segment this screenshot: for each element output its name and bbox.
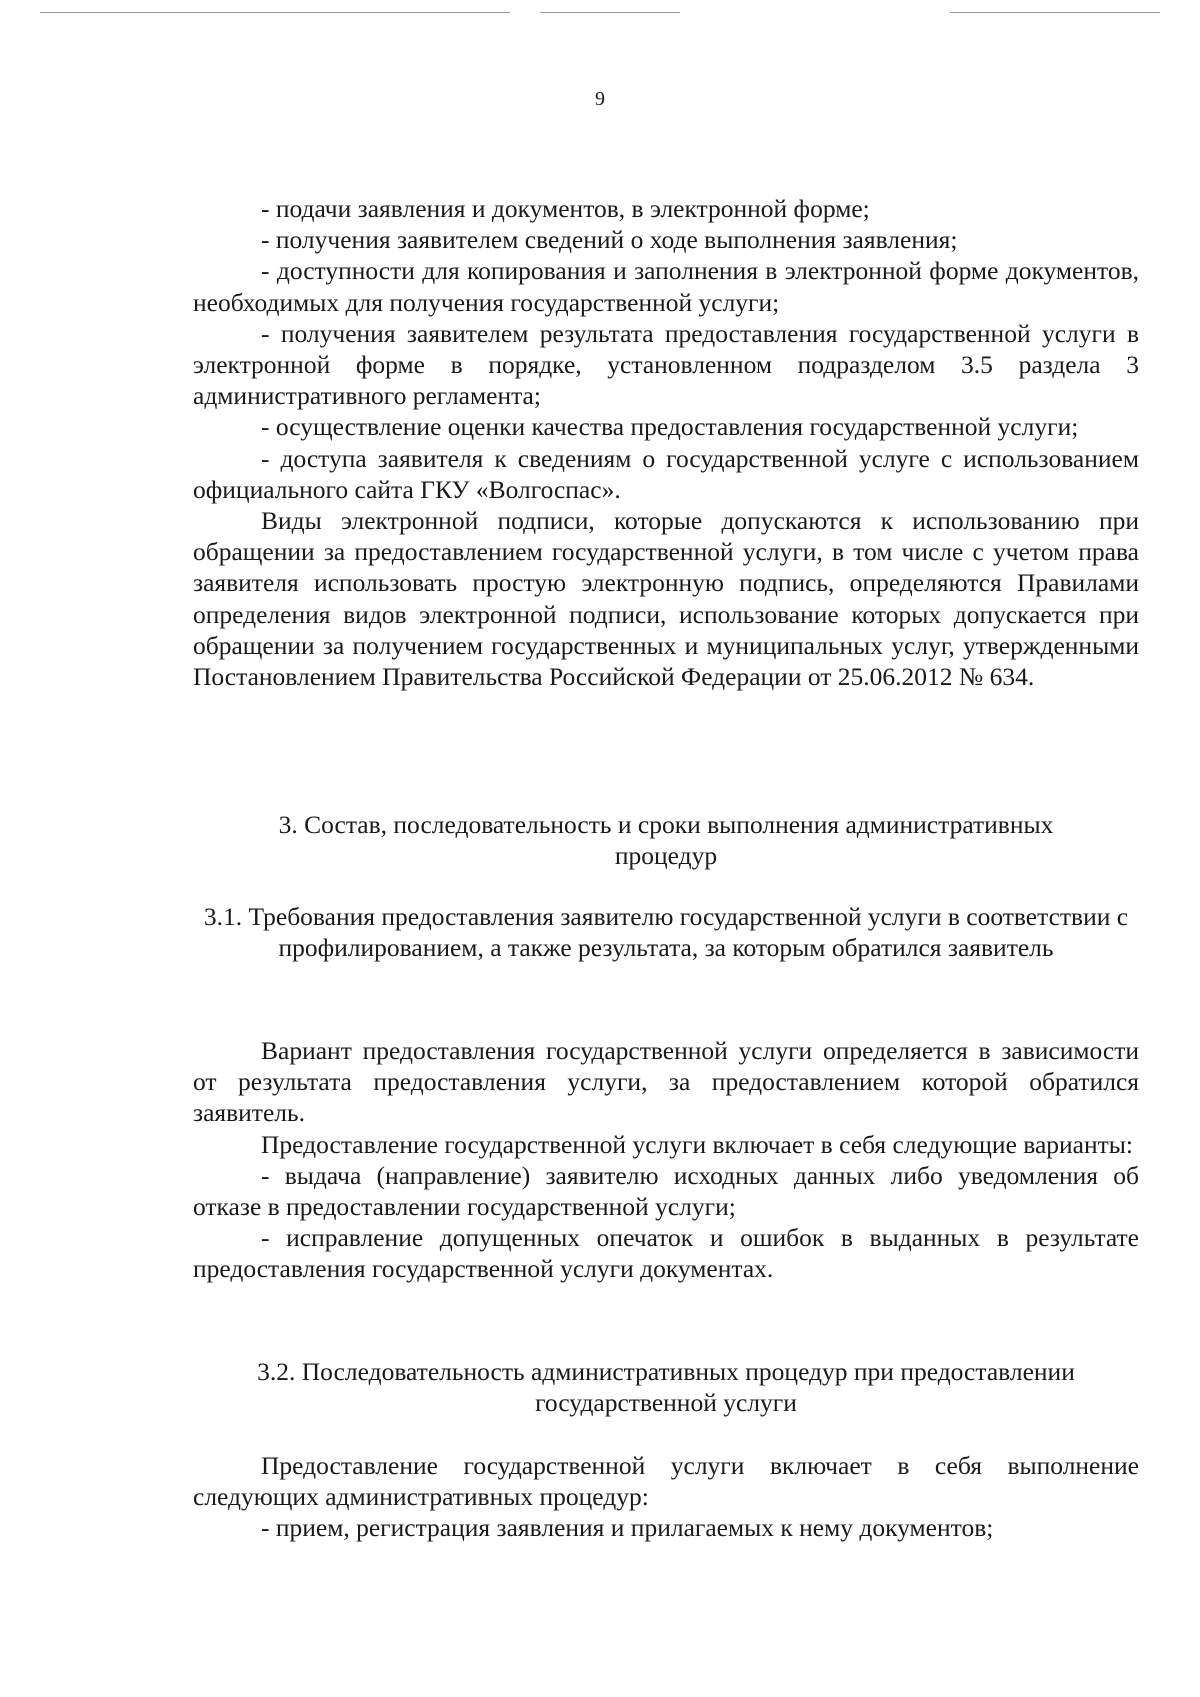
list-item: - подачи заявления и документов, в электронной форме; bbox=[261, 194, 870, 223]
list-item: - выдача (направление) заявителю исходных данных либо уведомления об отказе в предоставлении государственной услуги; bbox=[193, 1160, 1139, 1222]
section-3-heading: 3. Состав, последовательность и сроки выполнения административных процедур bbox=[278, 810, 1054, 871]
paragraph: Предоставление государственной услуги включает в себя следующие варианты: bbox=[261, 1129, 1134, 1159]
section-3-1-heading: 3.1. Требования предоставления заявителю государственной услуги в соответствии с профилированием, а также результата, за которым обратился заявитель bbox=[203, 902, 1129, 963]
list-item: - получения заявителем сведений о ходе выполнения заявления; bbox=[261, 225, 958, 255]
list-item: - доступности для копирования и заполнения в электронной форме документов, необходимых для получения государственной услуги; bbox=[193, 256, 1139, 317]
page-number: 9 bbox=[595, 88, 605, 110]
list-item: - получения заявителем результата предоставления государственной услуги в электронной форме в порядке, установленном подразделом 3.5 раздела 3 административного регламента; bbox=[193, 318, 1139, 411]
intro-list-block bbox=[193, 193, 1139, 692]
scan-artifact-line bbox=[40, 12, 510, 13]
section-3-1-body bbox=[193, 1035, 1139, 1285]
list-item: - исправление допущенных опечаток и ошибок в выданных в результате предоставления государственной услуги документах. bbox=[193, 1223, 1139, 1284]
list-item: - прием, регистрация заявления и прилагаемых к нему документов; bbox=[261, 1513, 994, 1543]
scan-artifact-line bbox=[540, 12, 680, 13]
paragraph: Вариант предоставления государственной услуги определяется в зависимости от результата предоставления услуги, за предоставлением которой обратился заявитель. bbox=[193, 1036, 1139, 1128]
section-3-2-heading: 3.2. Последовательность административных процедур при предоставлении государственной услуги bbox=[257, 1357, 1075, 1418]
list-item: - осуществление оценки качества предоставления государственной услуги; bbox=[261, 412, 1079, 442]
list-item: - доступа заявителя к сведениям о государственной услуге с использованием официального сайта ГКУ «Волгоспас». bbox=[193, 443, 1139, 504]
section-3-2-body bbox=[193, 1450, 1139, 1544]
paragraph: Предоставление государственной услуги включает в себя выполнение следующих административных процедур: bbox=[193, 1451, 1139, 1512]
scan-artifact-line bbox=[950, 12, 1160, 13]
signature-paragraph: Виды электронной подписи, которые допускаются к использованию при обращении за предоставлением государственной услуги, в том числе с учетом права заявителя использовать простую электронную подпись, определяются Правилами определения видов электронной подписи, использование которых допускается при обращении за получением государственных и муниципальных услуг, утвержденными Постановлением Правительства Российской Федерации от 25.06.2012 № 634. bbox=[193, 506, 1139, 692]
